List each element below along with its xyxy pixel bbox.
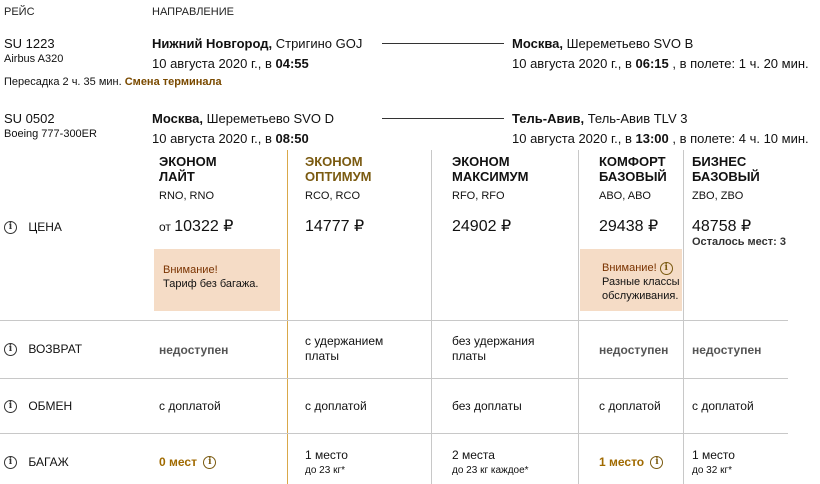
price-business-basic[interactable]: 48758 ₽	[692, 218, 752, 235]
route-line	[382, 118, 504, 119]
warning-title: Внимание!	[163, 264, 218, 276]
price-econom-maximum[interactable]: 24902 ₽	[452, 218, 512, 235]
refund-business-basic: недоступен	[692, 343, 762, 357]
refund-econom-optimum: с удержанием платы	[305, 334, 384, 363]
exchange-row-label: i ОБМЕН	[4, 399, 72, 413]
refund-econom-lite: недоступен	[159, 343, 229, 357]
price-econom-optimum[interactable]: 14777 ₽	[305, 218, 365, 235]
warning-text: Тариф без багажа.	[163, 278, 259, 290]
exchange-econom-lite: с доплатой	[159, 399, 221, 413]
fare-codes: RNO, RNO	[159, 190, 214, 202]
fare-name-econom-maximum: ЭКОНОМ МАКСИМУМ	[452, 154, 529, 184]
arrival-location: Москва, Шереметьево SVO B	[512, 36, 694, 51]
fare-codes: RCO, RCO	[305, 190, 360, 202]
row-divider	[0, 378, 788, 379]
warning-box-no-baggage	[154, 249, 280, 311]
info-circle-icon[interactable]: i	[4, 343, 17, 356]
baggage-business-basic: 1 место до 32 кг*	[692, 448, 735, 476]
route-line	[382, 43, 504, 44]
info-circle-icon[interactable]: i	[4, 221, 17, 234]
arrival-datetime: 10 августа 2020 г., в 13:00 , в полете: 4 ч. 10 мин.	[512, 131, 809, 146]
fare-codes: RFO, RFO	[452, 190, 505, 202]
row-divider	[0, 433, 788, 434]
departure-location: Москва, Шереметьево SVO D	[152, 111, 334, 126]
fare-name-econom-lite: ЭКОНОМ ЛАЙТ	[159, 154, 217, 184]
terminal-change-warning: Смена терминала	[124, 76, 222, 88]
fare-name-econom-optimum: ЭКОНОМ ОПТИМУМ	[305, 154, 372, 184]
info-circle-icon[interactable]: i	[4, 456, 17, 469]
flight-column-header: РЕЙС	[4, 6, 35, 18]
fare-codes: ABO, ABO	[599, 190, 651, 202]
departure-location: Нижний Новгород, Стригино GOJ	[152, 36, 363, 51]
aircraft-type: Boeing 777-300ER	[4, 128, 97, 140]
warning-title: Внимание! i	[602, 261, 680, 275]
arrival-datetime: 10 августа 2020 г., в 06:15 , в полете: 1 ч. 20 мин.	[512, 56, 809, 71]
arrival-location: Тель-Авив, Тель-Авив TLV 3	[512, 111, 688, 126]
baggage-row-label: i БАГАЖ	[4, 455, 69, 469]
baggage-econom-maximum: 2 места до 23 кг каждое*	[452, 448, 529, 476]
fare-codes: ZBO, ZBO	[692, 190, 744, 202]
refund-row-label: i ВОЗВРАТ	[4, 342, 82, 356]
seats-left: Осталось мест: 3	[692, 236, 786, 248]
warning-text: обслуживания.	[602, 290, 679, 302]
departure-datetime: 10 августа 2020 г., в 04:55	[152, 56, 309, 71]
baggage-comfort-basic: 1 место i	[599, 455, 663, 470]
refund-comfort-basic: недоступен	[599, 343, 669, 357]
exchange-econom-maximum: без доплаты	[452, 399, 522, 413]
exchange-comfort-basic: с доплатой	[599, 399, 661, 413]
flight-code: SU 1223	[4, 36, 55, 51]
info-circle-icon[interactable]: i	[203, 456, 216, 469]
departure-datetime: 10 августа 2020 г., в 08:50	[152, 131, 309, 146]
refund-econom-maximum: без удержания платы	[452, 334, 535, 363]
warning-text: Разные классы	[602, 276, 680, 288]
baggage-econom-optimum: 1 место до 23 кг*	[305, 448, 348, 476]
flight-code: SU 0502	[4, 111, 55, 126]
transfer-info: Пересадка 2 ч. 35 мин. Смена терминала	[4, 76, 222, 88]
fare-name-business-basic: БИЗНЕС БАЗОВЫЙ	[692, 154, 760, 184]
exchange-econom-optimum: с доплатой	[305, 399, 367, 413]
exchange-business-basic: с доплатой	[692, 399, 754, 413]
info-circle-icon[interactable]: i	[4, 400, 17, 413]
aircraft-type: Airbus A320	[4, 53, 64, 65]
price-econom-lite[interactable]: от 10322 ₽	[159, 218, 234, 235]
info-circle-icon[interactable]: i	[660, 262, 673, 275]
warning-box-service-class	[580, 249, 682, 311]
info-circle-icon[interactable]: i	[650, 456, 663, 469]
row-divider	[0, 320, 788, 321]
price-comfort-basic[interactable]: 29438 ₽	[599, 218, 659, 235]
price-row-label: i ЦЕНА	[4, 220, 62, 234]
direction-column-header: НАПРАВЛЕНИЕ	[152, 6, 234, 18]
baggage-econom-lite: 0 мест i	[159, 455, 216, 470]
fare-name-comfort-basic: КОМФОРТ БАЗОВЫЙ	[599, 154, 667, 184]
